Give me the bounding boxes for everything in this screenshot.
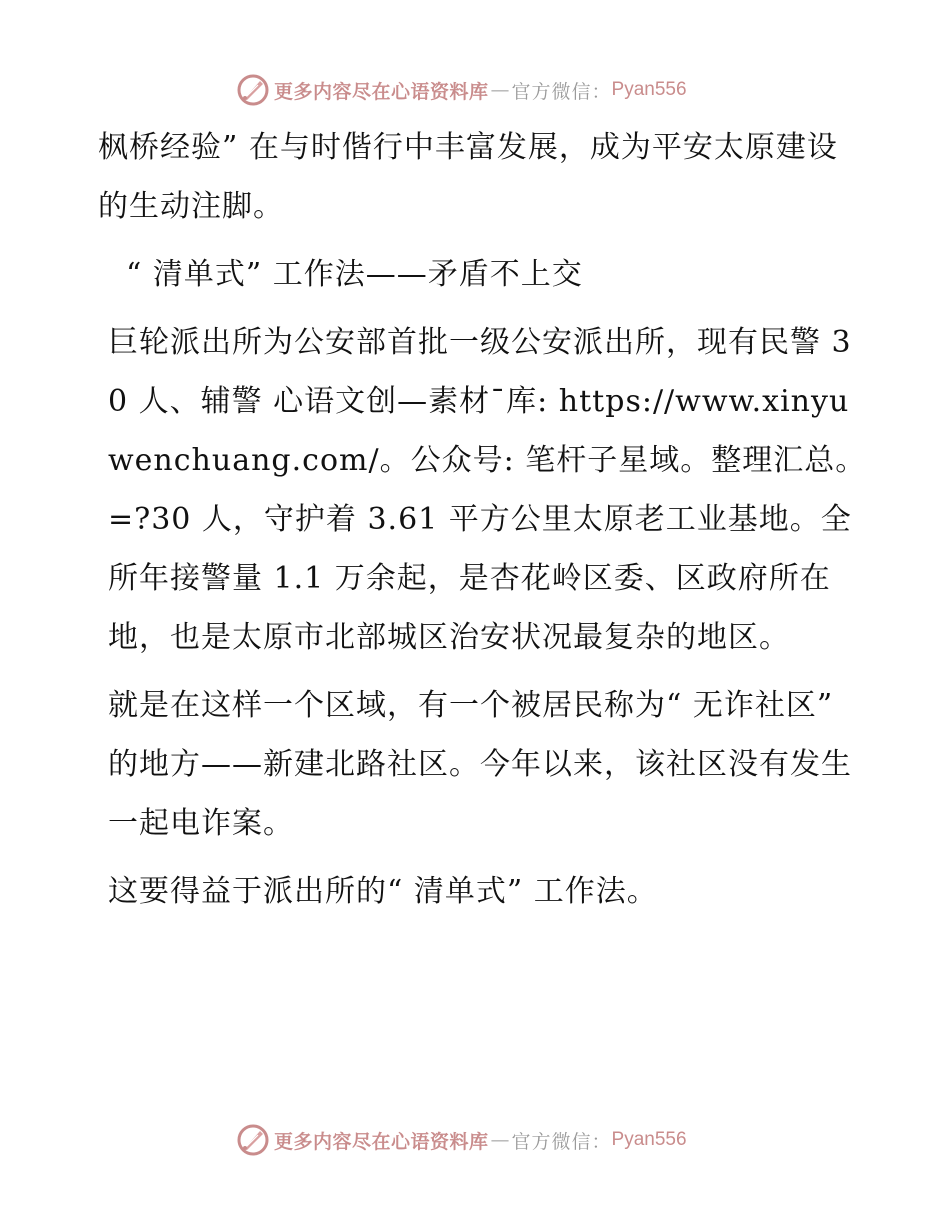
- paragraph-3: 就是在这样一个区域，有一个被居民称为“ 无诈社区” 的地方——新建北路社区。今年以来，该社区没有发生一起电诈案。: [108, 688, 852, 841]
- header-banner: [236, 72, 687, 108]
- section-heading: “ 清单式” 工作法——矛盾不上交: [126, 257, 583, 292]
- footer-wechat-id: Pyan556: [611, 1129, 687, 1150]
- header-wechat-label: 官方微信：: [511, 80, 612, 103]
- header-wechat-id: Pyan556: [611, 79, 687, 100]
- feather-logo-icon: [236, 73, 270, 107]
- footer-site-text: 更多内容尽在心语资料库: [274, 1130, 489, 1153]
- header-separator: —: [490, 79, 510, 101]
- header-site-text: 更多内容尽在心语资料库: [274, 80, 489, 103]
- footer-wechat-label: 官方微信：: [511, 1130, 612, 1153]
- footer-banner: [236, 1122, 687, 1158]
- paragraph-4: 这要得益于派出所的“ 清单式” 工作法。: [108, 874, 658, 909]
- paragraph-1: 枫桥经验” 在与时偕行中丰富发展，成为平安太原建设的生动注脚。: [98, 130, 838, 224]
- document-body: [98, 118, 868, 921]
- feather-logo-icon: [236, 1123, 270, 1157]
- paragraph-2: 巨轮派出所为公安部首批一级公安派出所，现有民警 30 人、辅警 心语文创—素材¯库: https://www.xinyuwenchuang.com/。公众号: 笔杆子星域。整理汇总。=?30 人，守护着 3.61 平方公里太原老工业基地。全所年接警量 1.1 万余起，是杏花岭区委、区政府所在地，也是太原市北部城区治安状况最复杂的地区。: [108, 325, 867, 655]
- footer-separator: —: [490, 1129, 510, 1151]
